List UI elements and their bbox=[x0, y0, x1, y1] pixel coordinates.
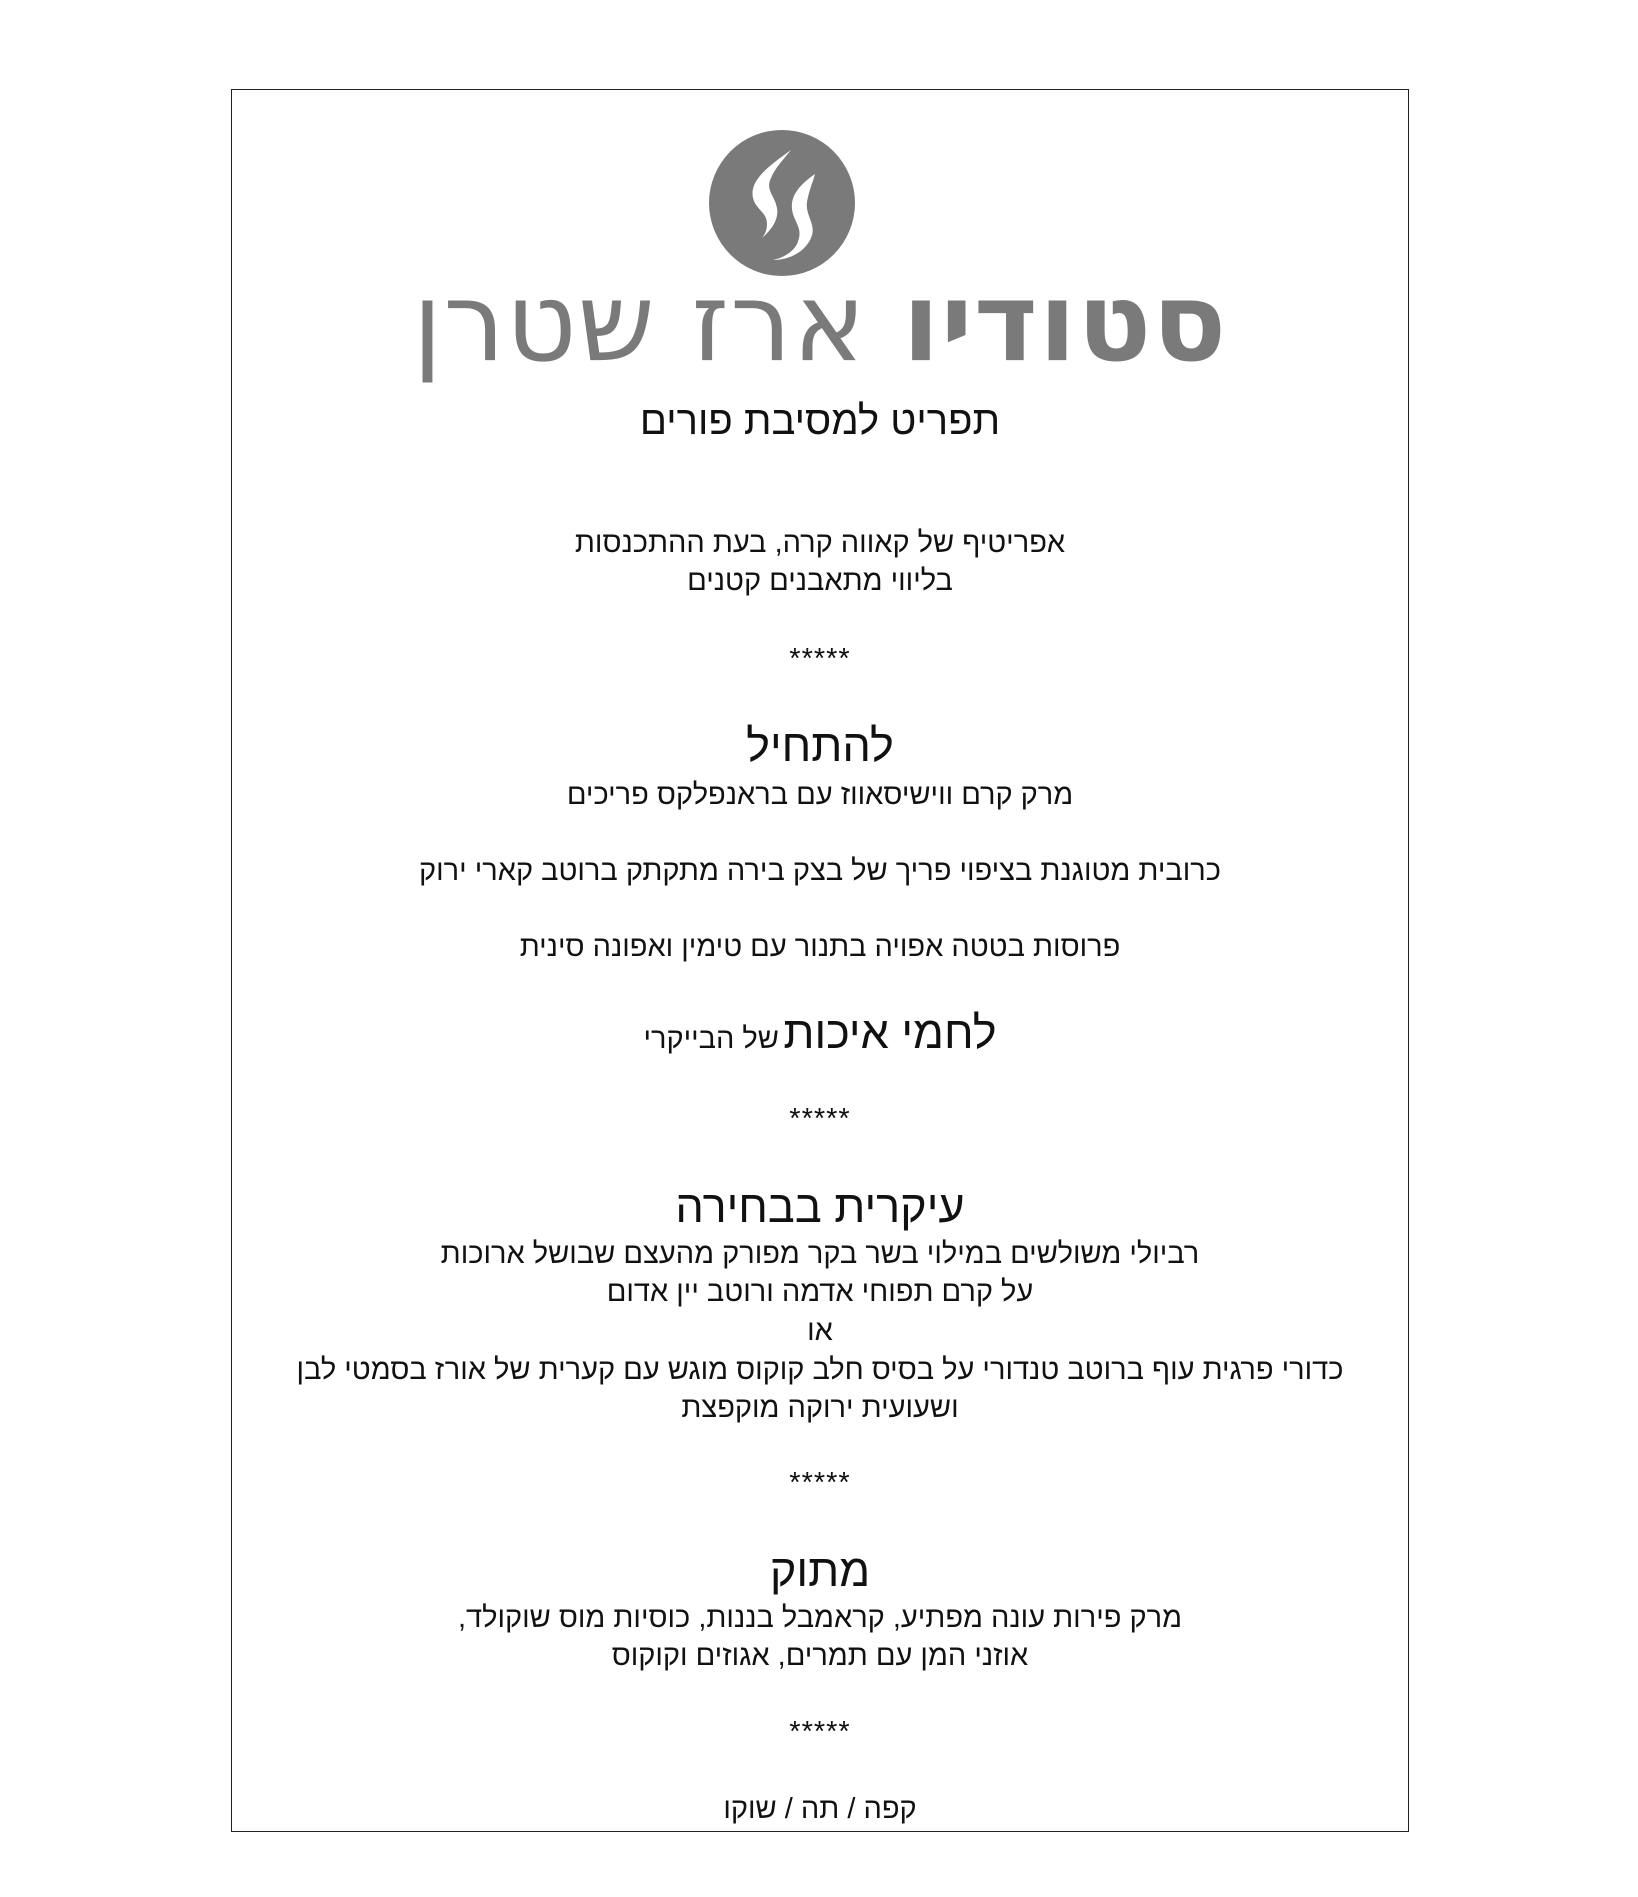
bread-line bbox=[231, 1007, 1409, 1058]
separator-1: ***** bbox=[789, 643, 851, 675]
brand-name-rest: ארז שטרן bbox=[412, 259, 867, 386]
starter-item-3: פרוסות בטטה אפויה בתנור עם טימין ואפונה סינית bbox=[519, 931, 1121, 963]
separator-4: ***** bbox=[789, 1716, 851, 1748]
menu-title: תפריט למסיבת פורים bbox=[639, 399, 1001, 443]
main-option-1-line-1: רביולי משולשים במילוי בשר בקר מפורק מהעצם שבושל ארוכות bbox=[440, 1238, 1200, 1270]
starter-item-1: מרק קרם ווישיסאווז עם בראנפלקס פריכים bbox=[566, 779, 1074, 811]
starters-heading: להתחיל bbox=[746, 720, 894, 771]
mains-heading: עיקרית בבחירה bbox=[675, 1181, 965, 1232]
brand-name-bold: סטודיו bbox=[902, 259, 1228, 386]
drinks-line: קפה / תה / שוקו bbox=[723, 1793, 917, 1825]
brand-name bbox=[231, 259, 1409, 386]
bread-main: לחמי איכות bbox=[783, 1007, 997, 1058]
separator-2: ***** bbox=[789, 1103, 851, 1135]
flame-leaves-icon bbox=[709, 130, 855, 276]
dessert-heading: מתוק bbox=[769, 1545, 871, 1596]
aperitif-line-2: בליווי מתאבנים קטנים bbox=[687, 565, 953, 597]
dessert-line-2: אוזני המן עם תמרים, אגוזים וקוקוס bbox=[611, 1640, 1029, 1672]
mains-or: או bbox=[807, 1315, 833, 1347]
starter-item-2: כרובית מטוגנת בציפוי פריך של בצק בירה מתקתק ברוטב קארי ירוק bbox=[419, 855, 1221, 887]
separator-3: ***** bbox=[789, 1467, 851, 1499]
main-option-2-line-2: ושעועית ירוקה מוקפצת bbox=[681, 1392, 959, 1424]
main-option-1-line-2: על קרם תפוחי אדמה ורוטב יין אדום bbox=[606, 1276, 1034, 1308]
bread-suffix: של הבייקרי bbox=[643, 1023, 779, 1055]
main-option-2-line-1: כדורי פרגית עוף ברוטב טנדורי על בסיס חלב קוקוס מוגש עם קערית של אורז בסמטי לבן bbox=[296, 1354, 1344, 1386]
aperitif-line-1: אפריטיף של קאווה קרה, בעת ההתכנסות bbox=[574, 527, 1066, 559]
dessert-line-1: מרק פירות עונה מפתיע, קראמבל בננות, כוסיות מוס שוקולד, bbox=[457, 1602, 1183, 1634]
